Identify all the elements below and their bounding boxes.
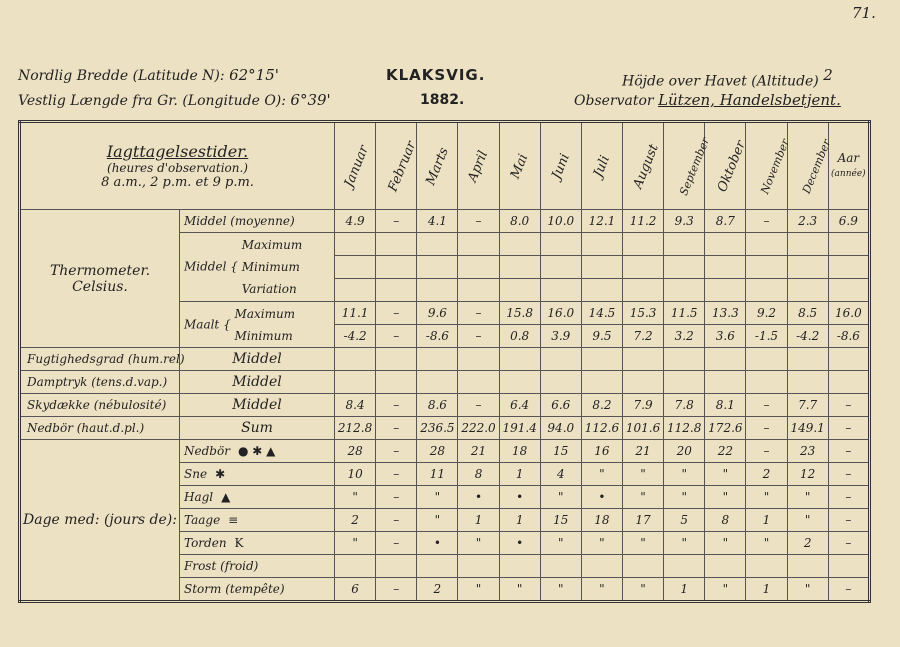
label-day-nedbor: Nedbör ● ✱ ▲ bbox=[180, 440, 335, 463]
month-value-cell: -4.2 bbox=[787, 325, 828, 348]
month-value-cell: – bbox=[458, 325, 499, 348]
month-value-cell bbox=[664, 371, 705, 394]
month-value-cell: " bbox=[499, 578, 540, 602]
month-value-cell bbox=[376, 371, 417, 394]
year-value-cell bbox=[828, 279, 869, 302]
month-value-cell bbox=[376, 233, 417, 256]
label-day-sne: Sne ✱ bbox=[180, 463, 335, 486]
section-humidity: Fugtighedsgrad (hum.rel) bbox=[20, 348, 180, 371]
year-value-cell: – bbox=[828, 509, 869, 532]
row-humidity bbox=[20, 348, 870, 371]
month-value-cell bbox=[787, 256, 828, 279]
year-value-cell bbox=[828, 371, 869, 394]
month-value-cell bbox=[746, 348, 787, 371]
month-header: Marts bbox=[417, 122, 458, 210]
month-value-cell: " bbox=[581, 532, 622, 555]
month-value-cell: – bbox=[376, 463, 417, 486]
month-value-cell: 21 bbox=[458, 440, 499, 463]
month-value-cell: 6.4 bbox=[499, 394, 540, 417]
month-value-cell: " bbox=[705, 578, 746, 602]
month-header: Mai bbox=[499, 122, 540, 210]
month-value-cell: 16.0 bbox=[540, 302, 581, 325]
year-value-cell: – bbox=[828, 417, 869, 440]
year-value-cell: – bbox=[828, 486, 869, 509]
month-header: Juli bbox=[581, 122, 622, 210]
month-value-cell: " bbox=[746, 532, 787, 555]
month-value-cell: 8 bbox=[705, 509, 746, 532]
month-value-cell bbox=[417, 555, 458, 578]
month-value-cell: 7.9 bbox=[623, 394, 664, 417]
month-value-cell: -8.6 bbox=[417, 325, 458, 348]
label-maalt-group: Maalt { Maximum Minimum bbox=[180, 302, 335, 348]
month-value-cell: 8.6 bbox=[417, 394, 458, 417]
month-value-cell bbox=[458, 371, 499, 394]
month-value-cell bbox=[746, 233, 787, 256]
month-value-cell bbox=[705, 371, 746, 394]
corner-times: 8 a.m., 2 p.m. et 9 p.m. bbox=[101, 175, 254, 190]
month-value-cell: 10.0 bbox=[540, 210, 581, 233]
month-value-cell: 13.3 bbox=[705, 302, 746, 325]
month-value-cell: " bbox=[623, 578, 664, 602]
month-value-cell: 1 bbox=[499, 463, 540, 486]
month-header: Juni bbox=[540, 122, 581, 210]
month-value-cell: 8.2 bbox=[581, 394, 622, 417]
month-value-cell: 1 bbox=[499, 509, 540, 532]
month-value-cell bbox=[664, 348, 705, 371]
month-value-cell bbox=[540, 371, 581, 394]
month-value-cell bbox=[540, 256, 581, 279]
month-value-cell: – bbox=[746, 394, 787, 417]
month-value-cell: 15.3 bbox=[623, 302, 664, 325]
row-precip bbox=[20, 417, 870, 440]
month-value-cell bbox=[458, 279, 499, 302]
month-value-cell: 212.8 bbox=[335, 417, 376, 440]
year-value-cell: -8.6 bbox=[828, 325, 869, 348]
corner-title: Iagttagelsestider. bbox=[106, 142, 249, 161]
month-value-cell: 3.9 bbox=[540, 325, 581, 348]
month-value-cell: 7.8 bbox=[664, 394, 705, 417]
label-minimum: Minimum bbox=[241, 260, 300, 274]
latitude-label: Nordlig Bredde (Latitude N): bbox=[18, 68, 225, 84]
year-value-cell bbox=[828, 233, 869, 256]
month-value-cell: 11 bbox=[417, 463, 458, 486]
year-value-cell: 16.0 bbox=[828, 302, 869, 325]
month-value-cell: 18 bbox=[581, 509, 622, 532]
observer-label: Observator bbox=[574, 93, 654, 109]
month-value-cell: " bbox=[540, 532, 581, 555]
label-day-hagl: Hagl ▲ bbox=[180, 486, 335, 509]
label-cloud-middel: Middel bbox=[180, 394, 335, 417]
altitude-value: 2 bbox=[823, 66, 833, 84]
month-value-cell bbox=[581, 256, 622, 279]
month-value-cell bbox=[376, 348, 417, 371]
month-value-cell: 7.7 bbox=[787, 394, 828, 417]
month-value-cell bbox=[664, 233, 705, 256]
month-value-cell: – bbox=[458, 394, 499, 417]
month-value-cell bbox=[705, 279, 746, 302]
month-value-cell bbox=[705, 256, 746, 279]
month-value-cell: 2 bbox=[335, 509, 376, 532]
hail-icon: ▲ bbox=[221, 490, 231, 504]
month-value-cell: " bbox=[581, 463, 622, 486]
longitude-value: 6°39' bbox=[290, 91, 331, 109]
month-value-cell: 16 bbox=[581, 440, 622, 463]
month-value-cell bbox=[540, 555, 581, 578]
month-header: September bbox=[664, 122, 705, 210]
month-value-cell bbox=[787, 279, 828, 302]
month-value-cell: 8.4 bbox=[335, 394, 376, 417]
month-value-cell: 15 bbox=[540, 509, 581, 532]
row-middel bbox=[20, 210, 870, 233]
year-value-cell: – bbox=[828, 532, 869, 555]
snow-icon: ✱ bbox=[215, 467, 226, 481]
month-value-cell: • bbox=[581, 486, 622, 509]
month-value-cell bbox=[499, 256, 540, 279]
label-humidity-middel: Middel bbox=[180, 348, 335, 371]
month-value-cell: 7.2 bbox=[623, 325, 664, 348]
month-value-cell: " bbox=[458, 578, 499, 602]
station-title: KLAKSVIG. bbox=[386, 66, 486, 84]
month-value-cell bbox=[787, 233, 828, 256]
year-value-cell: – bbox=[828, 463, 869, 486]
month-value-cell bbox=[746, 256, 787, 279]
corner-cell bbox=[20, 122, 335, 210]
label-vapour-middel: Middel bbox=[180, 371, 335, 394]
month-header: April bbox=[458, 122, 499, 210]
month-value-cell bbox=[458, 555, 499, 578]
page-number: 71. bbox=[852, 4, 876, 22]
month-header: December bbox=[787, 122, 828, 210]
month-value-cell bbox=[581, 348, 622, 371]
month-value-cell: 23 bbox=[787, 440, 828, 463]
month-value-cell: – bbox=[746, 210, 787, 233]
month-value-cell bbox=[335, 371, 376, 394]
climate-table bbox=[18, 120, 871, 603]
year-value-cell: – bbox=[828, 578, 869, 602]
month-value-cell bbox=[705, 233, 746, 256]
month-value-cell: 1 bbox=[746, 509, 787, 532]
month-value-cell bbox=[623, 371, 664, 394]
month-value-cell: 112.8 bbox=[664, 417, 705, 440]
latitude-value: 62°15' bbox=[229, 66, 279, 84]
month-value-cell: " bbox=[787, 486, 828, 509]
month-value-cell bbox=[335, 256, 376, 279]
month-value-cell: – bbox=[376, 578, 417, 602]
month-value-cell: 1 bbox=[664, 578, 705, 602]
month-value-cell: 6.6 bbox=[540, 394, 581, 417]
label-maximum: Maximum bbox=[241, 238, 303, 252]
month-value-cell bbox=[417, 233, 458, 256]
month-value-cell: " bbox=[581, 578, 622, 602]
month-value-cell: 11.5 bbox=[664, 302, 705, 325]
month-value-cell: 8.5 bbox=[787, 302, 828, 325]
month-value-cell: 2 bbox=[746, 463, 787, 486]
label-day-taage: Taage ≡ bbox=[180, 509, 335, 532]
month-value-cell: – bbox=[376, 302, 417, 325]
month-value-cell: 18 bbox=[499, 440, 540, 463]
month-value-cell bbox=[705, 555, 746, 578]
month-value-cell: " bbox=[417, 486, 458, 509]
year-label: 1882. bbox=[420, 92, 465, 108]
month-value-cell: 12.1 bbox=[581, 210, 622, 233]
month-value-cell bbox=[623, 279, 664, 302]
month-value-cell: " bbox=[335, 486, 376, 509]
month-value-cell: 8 bbox=[458, 463, 499, 486]
label-day-storm: Storm (tempête) bbox=[180, 578, 335, 602]
month-value-cell: 3.6 bbox=[705, 325, 746, 348]
label-day-frost: Frost (froid) bbox=[180, 555, 335, 578]
month-value-cell bbox=[623, 256, 664, 279]
month-value-cell: 222.0 bbox=[458, 417, 499, 440]
month-value-cell bbox=[623, 555, 664, 578]
month-value-cell: " bbox=[664, 486, 705, 509]
month-value-cell bbox=[787, 371, 828, 394]
month-value-cell: 14.5 bbox=[581, 302, 622, 325]
month-value-cell: – bbox=[376, 417, 417, 440]
month-value-cell: 94.0 bbox=[540, 417, 581, 440]
year-value-cell bbox=[828, 555, 869, 578]
month-value-cell bbox=[540, 233, 581, 256]
month-value-cell bbox=[705, 348, 746, 371]
label-day-torden: Torden K bbox=[180, 532, 335, 555]
month-header: August bbox=[623, 122, 664, 210]
fog-icon: ≡ bbox=[228, 513, 239, 527]
month-value-cell: 4.9 bbox=[335, 210, 376, 233]
month-value-cell: 2 bbox=[787, 532, 828, 555]
month-value-cell bbox=[417, 256, 458, 279]
month-value-cell bbox=[787, 555, 828, 578]
row-cloud bbox=[20, 394, 870, 417]
thunder-icon: K bbox=[234, 536, 244, 550]
month-value-cell: " bbox=[458, 532, 499, 555]
month-value-cell: " bbox=[623, 463, 664, 486]
month-header: Januar bbox=[335, 122, 376, 210]
label-precip-sum: Sum bbox=[180, 417, 335, 440]
month-value-cell: – bbox=[376, 210, 417, 233]
month-value-cell bbox=[376, 279, 417, 302]
month-value-cell: " bbox=[623, 532, 664, 555]
month-value-cell: 6 bbox=[335, 578, 376, 602]
month-value-cell: 5 bbox=[664, 509, 705, 532]
month-value-cell bbox=[581, 371, 622, 394]
month-value-cell bbox=[417, 371, 458, 394]
month-value-cell bbox=[335, 555, 376, 578]
month-value-cell: " bbox=[787, 578, 828, 602]
month-value-cell bbox=[499, 555, 540, 578]
month-value-cell bbox=[499, 348, 540, 371]
month-value-cell: -1.5 bbox=[746, 325, 787, 348]
month-value-cell: 149.1 bbox=[787, 417, 828, 440]
month-value-cell: 11.1 bbox=[335, 302, 376, 325]
label-variation: Variation bbox=[241, 282, 297, 296]
month-value-cell: 2.3 bbox=[787, 210, 828, 233]
month-value-cell: – bbox=[376, 325, 417, 348]
month-value-cell: 10 bbox=[335, 463, 376, 486]
month-value-cell: 4.1 bbox=[417, 210, 458, 233]
month-value-cell bbox=[623, 233, 664, 256]
label-middel-moyenne: Middel (moyenne) bbox=[180, 210, 335, 233]
month-value-cell: -4.2 bbox=[335, 325, 376, 348]
month-value-cell bbox=[376, 256, 417, 279]
month-value-cell bbox=[787, 348, 828, 371]
month-value-cell: 8.1 bbox=[705, 394, 746, 417]
section-precip: Nedbör (haut.d.pl.) bbox=[20, 417, 180, 440]
month-value-cell bbox=[664, 555, 705, 578]
month-value-cell: 15 bbox=[540, 440, 581, 463]
month-value-cell: 2 bbox=[417, 578, 458, 602]
month-value-cell: • bbox=[417, 532, 458, 555]
longitude-label: Vestlig Længde fra Gr. (Longitude O): bbox=[18, 93, 286, 109]
month-value-cell: – bbox=[376, 440, 417, 463]
month-value-cell bbox=[499, 279, 540, 302]
month-value-cell bbox=[581, 555, 622, 578]
month-value-cell: 15.8 bbox=[499, 302, 540, 325]
month-value-cell: 9.2 bbox=[746, 302, 787, 325]
month-value-cell: 11.2 bbox=[623, 210, 664, 233]
month-value-cell: " bbox=[705, 463, 746, 486]
month-value-cell: 191.4 bbox=[499, 417, 540, 440]
month-value-cell bbox=[335, 279, 376, 302]
month-value-cell: – bbox=[376, 532, 417, 555]
row-days-nedbor bbox=[20, 440, 870, 463]
month-value-cell: • bbox=[458, 486, 499, 509]
month-value-cell bbox=[540, 348, 581, 371]
month-value-cell: " bbox=[746, 486, 787, 509]
month-value-cell bbox=[417, 348, 458, 371]
month-value-cell bbox=[458, 233, 499, 256]
month-value-cell bbox=[581, 279, 622, 302]
observer-line bbox=[574, 91, 841, 109]
month-value-cell bbox=[458, 256, 499, 279]
month-value-cell: " bbox=[705, 532, 746, 555]
month-value-cell: 17 bbox=[623, 509, 664, 532]
month-value-cell: " bbox=[623, 486, 664, 509]
month-value-cell: 28 bbox=[417, 440, 458, 463]
month-value-cell: – bbox=[746, 440, 787, 463]
label-maalt-maximum: Maximum bbox=[234, 306, 296, 321]
latitude-line bbox=[18, 66, 279, 84]
month-value-cell bbox=[623, 348, 664, 371]
month-value-cell: – bbox=[746, 417, 787, 440]
section-cloud: Skydække (nébulosité) bbox=[20, 394, 180, 417]
month-value-cell: – bbox=[376, 486, 417, 509]
month-header: November bbox=[746, 122, 787, 210]
label-maalt-minimum: Minimum bbox=[234, 328, 293, 343]
month-value-cell: – bbox=[376, 394, 417, 417]
month-value-cell: 9.5 bbox=[581, 325, 622, 348]
month-value-cell: " bbox=[417, 509, 458, 532]
section-thermometer: Thermometer. Celsius. bbox=[20, 210, 180, 348]
month-value-cell: 20 bbox=[664, 440, 705, 463]
month-value-cell bbox=[581, 233, 622, 256]
month-value-cell: 172.6 bbox=[705, 417, 746, 440]
year-value-cell bbox=[828, 256, 869, 279]
row-vapour bbox=[20, 371, 870, 394]
month-value-cell: 1 bbox=[458, 509, 499, 532]
month-value-cell bbox=[335, 233, 376, 256]
month-value-cell: 9.6 bbox=[417, 302, 458, 325]
corner-subtitle: (heures d'observation.) bbox=[107, 161, 248, 175]
observer-value: Lützen, Handelsbetjent. bbox=[658, 91, 841, 109]
month-value-cell: 8.0 bbox=[499, 210, 540, 233]
month-value-cell: • bbox=[499, 532, 540, 555]
section-vapour: Damptryk (tens.d.vap.) bbox=[20, 371, 180, 394]
month-value-cell: " bbox=[540, 486, 581, 509]
month-value-cell bbox=[458, 348, 499, 371]
month-value-cell: " bbox=[664, 463, 705, 486]
label-middel-group: Middel { Maximum Minimum Variation bbox=[180, 233, 335, 302]
month-value-cell: 4 bbox=[540, 463, 581, 486]
month-value-cell bbox=[664, 256, 705, 279]
month-value-cell: 0.8 bbox=[499, 325, 540, 348]
month-value-cell: " bbox=[664, 532, 705, 555]
month-value-cell bbox=[499, 371, 540, 394]
month-value-cell: 21 bbox=[623, 440, 664, 463]
header-row bbox=[20, 122, 870, 210]
month-value-cell: 1 bbox=[746, 578, 787, 602]
month-value-cell bbox=[540, 279, 581, 302]
month-header: Oktober bbox=[705, 122, 746, 210]
month-value-cell: • bbox=[499, 486, 540, 509]
altitude-label: Höjde over Havet (Altitude) bbox=[622, 73, 819, 90]
year-value-cell: 6.9 bbox=[828, 210, 869, 233]
precip-symbols-icon: ● ✱ ▲ bbox=[237, 444, 276, 458]
month-value-cell: " bbox=[705, 486, 746, 509]
altitude-line bbox=[622, 66, 833, 90]
month-value-cell: " bbox=[335, 532, 376, 555]
year-value-cell: – bbox=[828, 394, 869, 417]
month-value-cell bbox=[746, 371, 787, 394]
year-value-cell bbox=[828, 348, 869, 371]
month-value-cell: – bbox=[376, 509, 417, 532]
month-value-cell: 236.5 bbox=[417, 417, 458, 440]
month-header: Februar bbox=[376, 122, 417, 210]
month-value-cell: 9.3 bbox=[664, 210, 705, 233]
month-value-cell bbox=[746, 279, 787, 302]
month-value-cell: 8.7 bbox=[705, 210, 746, 233]
longitude-line bbox=[18, 91, 331, 109]
month-value-cell bbox=[335, 348, 376, 371]
month-value-cell bbox=[376, 555, 417, 578]
month-value-cell: 112.6 bbox=[581, 417, 622, 440]
year-value-cell: – bbox=[828, 440, 869, 463]
month-value-cell: 12 bbox=[787, 463, 828, 486]
month-value-cell: 3.2 bbox=[664, 325, 705, 348]
month-value-cell bbox=[746, 555, 787, 578]
month-value-cell: 22 bbox=[705, 440, 746, 463]
month-value-cell bbox=[417, 279, 458, 302]
year-header: Aar (année) bbox=[828, 122, 869, 210]
section-days: Dage med: (jours de): bbox=[20, 440, 180, 602]
month-value-cell: 28 bbox=[335, 440, 376, 463]
month-value-cell: " bbox=[787, 509, 828, 532]
month-value-cell: 101.6 bbox=[623, 417, 664, 440]
month-value-cell: – bbox=[458, 302, 499, 325]
month-value-cell bbox=[664, 279, 705, 302]
month-value-cell bbox=[499, 233, 540, 256]
month-value-cell: " bbox=[540, 578, 581, 602]
month-value-cell: – bbox=[458, 210, 499, 233]
